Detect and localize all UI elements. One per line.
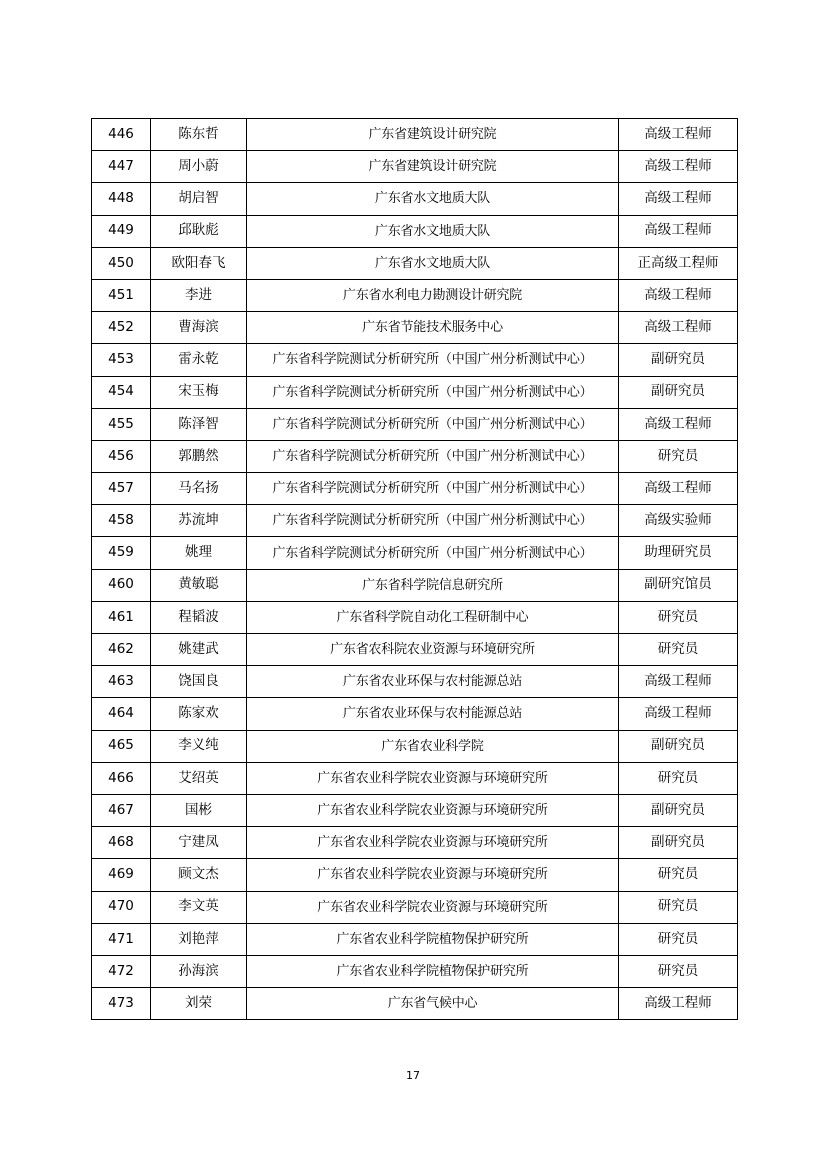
- row-number-cell: 454: [92, 376, 151, 408]
- table-row: [92, 601, 738, 633]
- unit-cell: 广东省节能技术服务中心: [247, 312, 619, 344]
- name-cell: 宁建凤: [151, 827, 247, 859]
- table-row: [92, 247, 738, 279]
- unit-cell: 广东省科学院自动化工程研制中心: [247, 601, 619, 633]
- row-number-cell: 468: [92, 827, 151, 859]
- row-number-cell: 465: [92, 730, 151, 762]
- unit-cell: 广东省科学院测试分析研究所（中国广州分析测试中心）: [247, 376, 619, 408]
- title-cell: 研究员: [619, 891, 738, 923]
- table-row: [92, 537, 738, 569]
- title-cell: 高级实验师: [619, 505, 738, 537]
- table-row: [92, 827, 738, 859]
- table-row: [92, 183, 738, 215]
- unit-cell: 广东省科学院测试分析研究所（中国广州分析测试中心）: [247, 505, 619, 537]
- row-number-cell: 467: [92, 794, 151, 826]
- unit-cell: 广东省科学院测试分析研究所（中国广州分析测试中心）: [247, 537, 619, 569]
- table-row: [92, 440, 738, 472]
- row-number-cell: 473: [92, 988, 151, 1020]
- table-row: [92, 762, 738, 794]
- title-cell: 研究员: [619, 859, 738, 891]
- unit-cell: 广东省科学院信息研究所: [247, 569, 619, 601]
- row-number-cell: 462: [92, 634, 151, 666]
- table-row: [92, 794, 738, 826]
- name-cell: 宋玉梅: [151, 376, 247, 408]
- unit-cell: 广东省科学院测试分析研究所（中国广州分析测试中心）: [247, 408, 619, 440]
- row-number-cell: 452: [92, 312, 151, 344]
- unit-cell: 广东省农业科学院植物保护研究所: [247, 955, 619, 987]
- row-number-cell: 455: [92, 408, 151, 440]
- table-row: [92, 730, 738, 762]
- name-cell: 程韬波: [151, 601, 247, 633]
- name-cell: 曹海滨: [151, 312, 247, 344]
- table-row: [92, 698, 738, 730]
- name-cell: 国彬: [151, 794, 247, 826]
- table-row: [92, 955, 738, 987]
- title-cell: 高级工程师: [619, 988, 738, 1020]
- name-cell: 刘艳萍: [151, 923, 247, 955]
- unit-cell: 广东省农业科学院农业资源与环境研究所: [247, 794, 619, 826]
- title-cell: 研究员: [619, 634, 738, 666]
- table-row: [92, 569, 738, 601]
- title-cell: 研究员: [619, 601, 738, 633]
- unit-cell: 广东省科学院测试分析研究所（中国广州分析测试中心）: [247, 344, 619, 376]
- title-cell: 副研究员: [619, 794, 738, 826]
- unit-cell: 广东省科学院测试分析研究所（中国广州分析测试中心）: [247, 473, 619, 505]
- name-cell: 饶国良: [151, 666, 247, 698]
- title-cell: 高级工程师: [619, 183, 738, 215]
- title-cell: 副研究员: [619, 827, 738, 859]
- row-number-cell: 461: [92, 601, 151, 633]
- unit-cell: 广东省农业环保与农村能源总站: [247, 698, 619, 730]
- name-cell: 李进: [151, 279, 247, 311]
- name-cell: 陈泽智: [151, 408, 247, 440]
- table-row: [92, 923, 738, 955]
- table-row: [92, 634, 738, 666]
- unit-cell: 广东省建筑设计研究院: [247, 119, 619, 151]
- table-row: [92, 988, 738, 1020]
- title-cell: 高级工程师: [619, 119, 738, 151]
- row-number-cell: 458: [92, 505, 151, 537]
- row-number-cell: 456: [92, 440, 151, 472]
- name-cell: 苏流坤: [151, 505, 247, 537]
- unit-cell: 广东省水文地质大队: [247, 247, 619, 279]
- title-cell: 研究员: [619, 923, 738, 955]
- name-cell: 郭鹏然: [151, 440, 247, 472]
- table-row: [92, 891, 738, 923]
- name-cell: 李义纯: [151, 730, 247, 762]
- table-row: [92, 376, 738, 408]
- title-cell: 副研究员: [619, 344, 738, 376]
- title-cell: 研究员: [619, 440, 738, 472]
- row-number-cell: 447: [92, 151, 151, 183]
- table-row: [92, 505, 738, 537]
- name-cell: 黄敏聪: [151, 569, 247, 601]
- name-cell: 李文英: [151, 891, 247, 923]
- name-cell: 艾绍英: [151, 762, 247, 794]
- table-row: [92, 151, 738, 183]
- unit-cell: 广东省农业科学院农业资源与环境研究所: [247, 762, 619, 794]
- title-cell: 研究员: [619, 955, 738, 987]
- table-row: [92, 312, 738, 344]
- name-cell: 陈家欢: [151, 698, 247, 730]
- title-cell: 研究员: [619, 762, 738, 794]
- row-number-cell: 464: [92, 698, 151, 730]
- table-row: [92, 344, 738, 376]
- unit-cell: 广东省农业科学院农业资源与环境研究所: [247, 891, 619, 923]
- unit-cell: 广东省气候中心: [247, 988, 619, 1020]
- row-number-cell: 466: [92, 762, 151, 794]
- title-cell: 副研究员: [619, 376, 738, 408]
- table-row: [92, 859, 738, 891]
- name-cell: 马名扬: [151, 473, 247, 505]
- title-cell: 高级工程师: [619, 473, 738, 505]
- title-cell: 副研究馆员: [619, 569, 738, 601]
- unit-cell: 广东省农业科学院农业资源与环境研究所: [247, 827, 619, 859]
- unit-cell: 广东省农业环保与农村能源总站: [247, 666, 619, 698]
- expert-table: [91, 118, 738, 1020]
- title-cell: 助理研究员: [619, 537, 738, 569]
- row-number-cell: 460: [92, 569, 151, 601]
- unit-cell: 广东省农业科学院植物保护研究所: [247, 923, 619, 955]
- table-row: [92, 408, 738, 440]
- title-cell: 正高级工程师: [619, 247, 738, 279]
- unit-cell: 广东省农业科学院农业资源与环境研究所: [247, 859, 619, 891]
- unit-cell: 广东省水文地质大队: [247, 183, 619, 215]
- unit-cell: 广东省水文地质大队: [247, 215, 619, 247]
- name-cell: 欧阳春飞: [151, 247, 247, 279]
- row-number-cell: 469: [92, 859, 151, 891]
- table-body: [92, 119, 738, 1020]
- name-cell: 刘荣: [151, 988, 247, 1020]
- row-number-cell: 459: [92, 537, 151, 569]
- row-number-cell: 451: [92, 279, 151, 311]
- row-number-cell: 448: [92, 183, 151, 215]
- name-cell: 顾文杰: [151, 859, 247, 891]
- title-cell: 高级工程师: [619, 279, 738, 311]
- name-cell: 姚理: [151, 537, 247, 569]
- unit-cell: 广东省建筑设计研究院: [247, 151, 619, 183]
- table-row: [92, 279, 738, 311]
- name-cell: 邱耿彪: [151, 215, 247, 247]
- name-cell: 胡启智: [151, 183, 247, 215]
- name-cell: 雷永乾: [151, 344, 247, 376]
- title-cell: 副研究员: [619, 730, 738, 762]
- row-number-cell: 471: [92, 923, 151, 955]
- name-cell: 陈东哲: [151, 119, 247, 151]
- row-number-cell: 449: [92, 215, 151, 247]
- row-number-cell: 463: [92, 666, 151, 698]
- title-cell: 高级工程师: [619, 151, 738, 183]
- table-row: [92, 119, 738, 151]
- row-number-cell: 450: [92, 247, 151, 279]
- name-cell: 姚建武: [151, 634, 247, 666]
- unit-cell: 广东省农科院农业资源与环境研究所: [247, 634, 619, 666]
- row-number-cell: 470: [92, 891, 151, 923]
- page-number: 17: [406, 1069, 420, 1082]
- row-number-cell: 457: [92, 473, 151, 505]
- row-number-cell: 446: [92, 119, 151, 151]
- name-cell: 周小蔚: [151, 151, 247, 183]
- unit-cell: 广东省农业科学院: [247, 730, 619, 762]
- title-cell: 高级工程师: [619, 408, 738, 440]
- title-cell: 高级工程师: [619, 666, 738, 698]
- name-cell: 孙海滨: [151, 955, 247, 987]
- title-cell: 高级工程师: [619, 312, 738, 344]
- row-number-cell: 472: [92, 955, 151, 987]
- unit-cell: 广东省科学院测试分析研究所（中国广州分析测试中心）: [247, 440, 619, 472]
- title-cell: 高级工程师: [619, 698, 738, 730]
- table-row: [92, 215, 738, 247]
- table-row: [92, 666, 738, 698]
- table-row: [92, 473, 738, 505]
- title-cell: 高级工程师: [619, 215, 738, 247]
- unit-cell: 广东省水利电力勘测设计研究院: [247, 279, 619, 311]
- row-number-cell: 453: [92, 344, 151, 376]
